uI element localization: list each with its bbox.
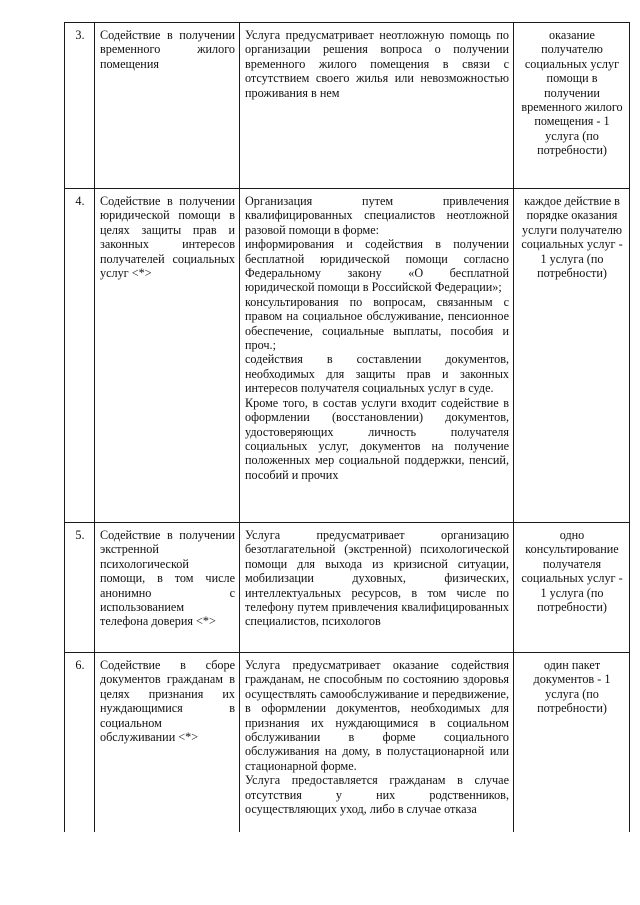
description-paragraph: Организация путем привлечения квалифицированных специалистов неотложной разовой помощи в форме: <box>245 194 509 237</box>
service-description <box>240 523 514 653</box>
service-volume: одно консультирование получателя социальных услуг - 1 услуга (по потребности) <box>514 523 630 653</box>
table-row <box>65 523 630 653</box>
service-name: Содействие в получении юридической помощи в целях защиты прав и законных интересов получателей социальных услуг <*> <box>95 189 240 523</box>
row-number: 3. <box>65 23 95 189</box>
row-number: 6. <box>65 653 95 833</box>
description-paragraph: Услуга предоставляется гражданам в случае отсутствия у них родственников, осуществляющих уход, либо в случае отказа <box>245 773 509 817</box>
service-description <box>240 23 514 189</box>
description-paragraph: Услуга предусматривает неотложную помощь по организации решения вопроса о получении временного жилого помещения в связи с отсутствием своего жилья или невозможностью проживания в нем <box>245 28 509 100</box>
row-number: 5. <box>65 523 95 653</box>
table-row <box>65 23 630 189</box>
description-paragraph: информирования и содействия в получении бесплатной юридической помощи согласно Федеральному закону «О бесплатной юридической помощи в Российской Федерации»; <box>245 237 509 295</box>
table-row <box>65 653 630 833</box>
service-volume: один пакет документов - 1 услуга (по потребности) <box>514 653 630 833</box>
description-paragraph: консультирования по вопросам, связанным с правом на социальное обслуживание, пенсионное обеспечение, социальные выплаты, пособия и проч.; <box>245 294 509 353</box>
description-paragraph: Услуга предусматривает оказание содействия гражданам, не способным по состоянию здоровья осуществлять самообслуживание и передвижение, в оформлении документов, необходимых для признания их нуждающимися в социальном обслуживании в форме социального обслуживания на дому, в полустационарной или стационарной форме. <box>245 658 509 773</box>
description-paragraph: содействия в составлении документов, необходимых для защиты прав и законных интересов получателя социальных услуг в суде. <box>245 352 509 396</box>
service-volume: каждое действие в порядке оказания услуги получателю социальных услуг - 1 услуга (по потребности) <box>514 189 630 523</box>
description-paragraph: Услуга предусматривает организацию безотлагательной (экстренной) психологической помощи для выхода из кризисной ситуации, мобилизации духовных, физических, интеллектуальных ресурсов, в том числе по телефону путем привлечения квалифицированных специалистов, психологов <box>245 528 509 629</box>
service-name: Содействие в получении экстренной психологической помощи, в том числе анонимно с использованием телефона доверия <*> <box>95 523 240 653</box>
row-number: 4. <box>65 189 95 523</box>
service-volume: оказание получателю социальных услуг помощи в получении временного жилого помещения - 1 услуга (по потребности) <box>514 23 630 189</box>
description-paragraph: Кроме того, в состав услуги входит содействие в оформлении (восстановлении) документов, удостоверяющих личность получателя социальных услуг, документов на получение положенных мер социальной поддержки, пенсий, пособий и прочих <box>245 395 509 482</box>
service-description <box>240 189 514 523</box>
service-name: Содействие в сборе документов гражданам в целях признания их нуждающимися в социальном обслуживании <*> <box>95 653 240 833</box>
table-row <box>65 189 630 523</box>
service-description <box>240 653 514 833</box>
service-name: Содействие в получении временного жилого помещения <box>95 23 240 189</box>
services-table <box>64 22 630 832</box>
